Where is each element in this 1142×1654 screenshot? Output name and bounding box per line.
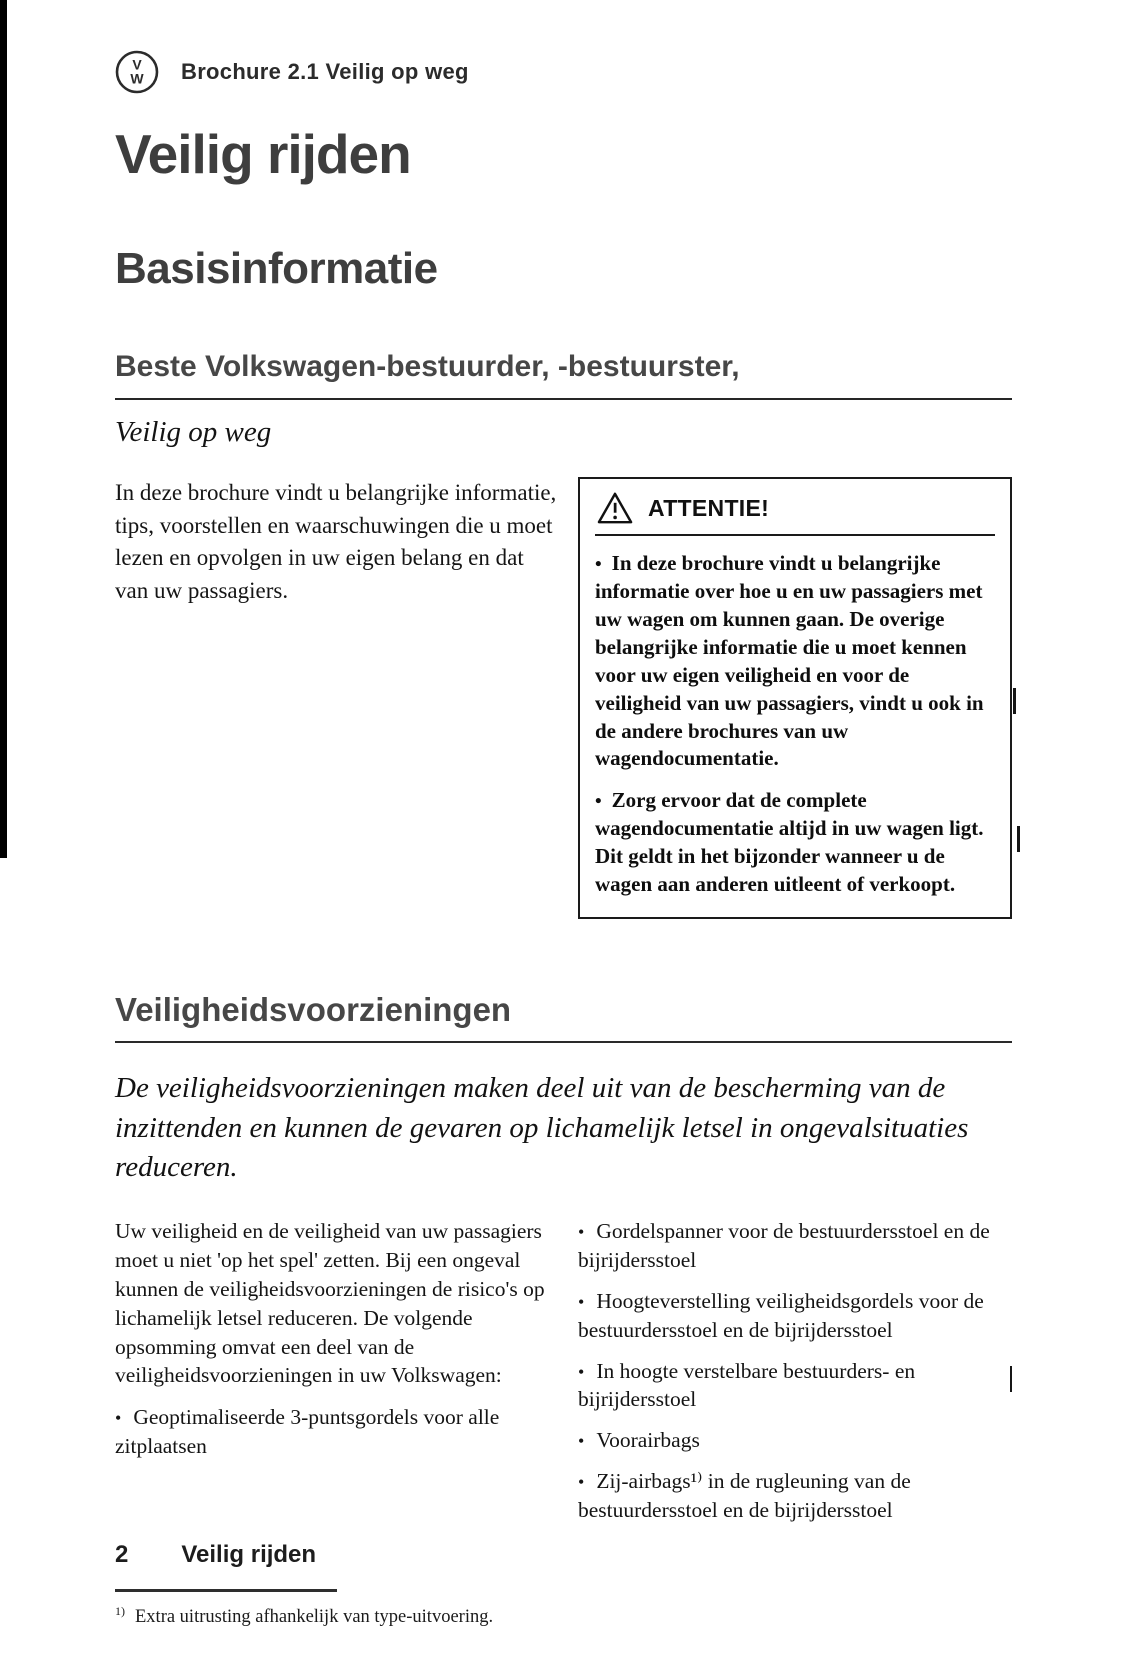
bullet-icon: • — [578, 1361, 585, 1382]
section-title-basisinformatie: Basisinformatie — [115, 244, 438, 293]
footnote-text: Extra uitrusting afhankelijk van type-uitvoering. — [135, 1606, 494, 1627]
scan-artifact-mark — [1017, 826, 1020, 852]
intro-paragraph: In deze brochure vindt u belangrijke informatie, tips, voorstellen en waarschuwingen die u moet lezen en opvolgen in uw eigen belang en dat van uw passagiers. — [115, 480, 557, 603]
document-header — [115, 50, 1012, 94]
safety-list-item — [578, 1426, 1012, 1455]
safety-list-item-text: Geoptimaliseerde 3-puntsgordels voor alle zitplaatsen — [115, 1405, 500, 1458]
section-title-veiligheidsvoorzieningen: Veiligheidsvoorzieningen — [115, 991, 1012, 1043]
bullet-icon: • — [578, 1471, 585, 1492]
attention-item-text: Zorg ervoor dat de complete wagendocumentatie altijd in uw wagen ligt. Dit geldt in het bijzonder wanneer u de wagen aan anderen uitleent of verkoopt. — [595, 788, 984, 897]
brochure-title: Brochure 2.1 Veilig op weg — [181, 59, 469, 84]
bullet-icon: • — [115, 1408, 122, 1429]
bullet-icon: • — [578, 1222, 585, 1243]
safety-list-item — [578, 1217, 1012, 1275]
footnote-divider — [115, 1589, 337, 1592]
safety-left-paragraph: Uw veiligheid en de veiligheid van uw passagiers moet u niet 'op het spel' zetten. Bij een ongeval kunnen de veiligheidsvoorzieningen de risico's op lichamelijk letsel reduceren. De volgende opsomming omvat een deel van de veiligheidsvoorzieningen in uw Volkswagen: — [115, 1219, 545, 1388]
page-footer — [115, 1541, 316, 1569]
scan-artifact-mark — [1013, 688, 1016, 714]
svg-text:V: V — [132, 56, 142, 73]
vw-logo-icon — [115, 50, 159, 94]
bullet-icon: • — [595, 554, 602, 575]
attention-box — [578, 477, 1012, 919]
footnote-marker: 1) — [115, 1603, 125, 1618]
safety-list-item-text: Voorairbags — [596, 1428, 700, 1453]
svg-text:W: W — [130, 70, 144, 87]
intro-heading: Veilig op weg — [115, 416, 272, 448]
intro-section — [115, 477, 1012, 919]
attention-item — [595, 787, 995, 899]
safety-list-item — [578, 1287, 1012, 1345]
bullet-icon: • — [578, 1291, 585, 1312]
warning-triangle-icon — [595, 491, 635, 525]
safety-list-item-text: Gordelspanner voor de bestuurdersstoel en de bijrijdersstoel — [578, 1219, 990, 1273]
footnote — [115, 1604, 1012, 1628]
bullet-icon: • — [578, 1431, 585, 1452]
attention-title: ATTENTIE! — [648, 494, 770, 521]
attention-item — [595, 550, 995, 773]
greeting-heading: Beste Volkswagen-bestuurder, -bestuurster, — [115, 350, 1012, 400]
safety-list-item — [578, 1357, 1012, 1415]
page-title: Veilig rijden — [115, 123, 411, 185]
attention-item-text: In deze brochure vindt u belangrijke informatie over hoe u en uw passagiers met uw wagen om kunnen gaan. De overige belangrijke informatie die u moet kennen voor uw eigen veiligheid en voor de veiligheid van uw passagiers, vindt u ook in de andere brochures van uw wagendocumentatie. — [595, 551, 984, 771]
safety-list-item-text: In hoogte verstelbare bestuurders- en bijrijdersstoel — [578, 1358, 916, 1412]
scan-artifact-mark — [1010, 1366, 1012, 1392]
safety-right-column — [578, 1217, 1012, 1536]
attention-header — [595, 491, 995, 536]
scan-artifact-left-bar — [0, 0, 7, 858]
safety-lead-paragraph: De veiligheidsvoorzieningen maken deel uit van de bescherming van de inzittenden en kunnen de gevaren op lichamelijk letsel in ongevalsituaties reduceren. — [115, 1072, 969, 1183]
page-number: 2 — [115, 1541, 129, 1568]
safety-columns — [115, 1217, 1012, 1536]
bullet-icon: • — [595, 791, 602, 813]
safety-list-item — [115, 1403, 560, 1461]
safety-list-item-text: Hoogteverstelling veiligheidsgordels voor de bestuurdersstoel en de bijrijdersstoel — [578, 1288, 984, 1342]
safety-list-item-text: Zij-airbags¹⁾ in de rugleuning van de bestuurdersstoel en de bijrijdersstoel — [578, 1468, 911, 1522]
footer-label: Veilig rijden — [181, 1541, 317, 1568]
safety-list-item — [578, 1467, 1012, 1525]
safety-left-column — [115, 1217, 560, 1536]
